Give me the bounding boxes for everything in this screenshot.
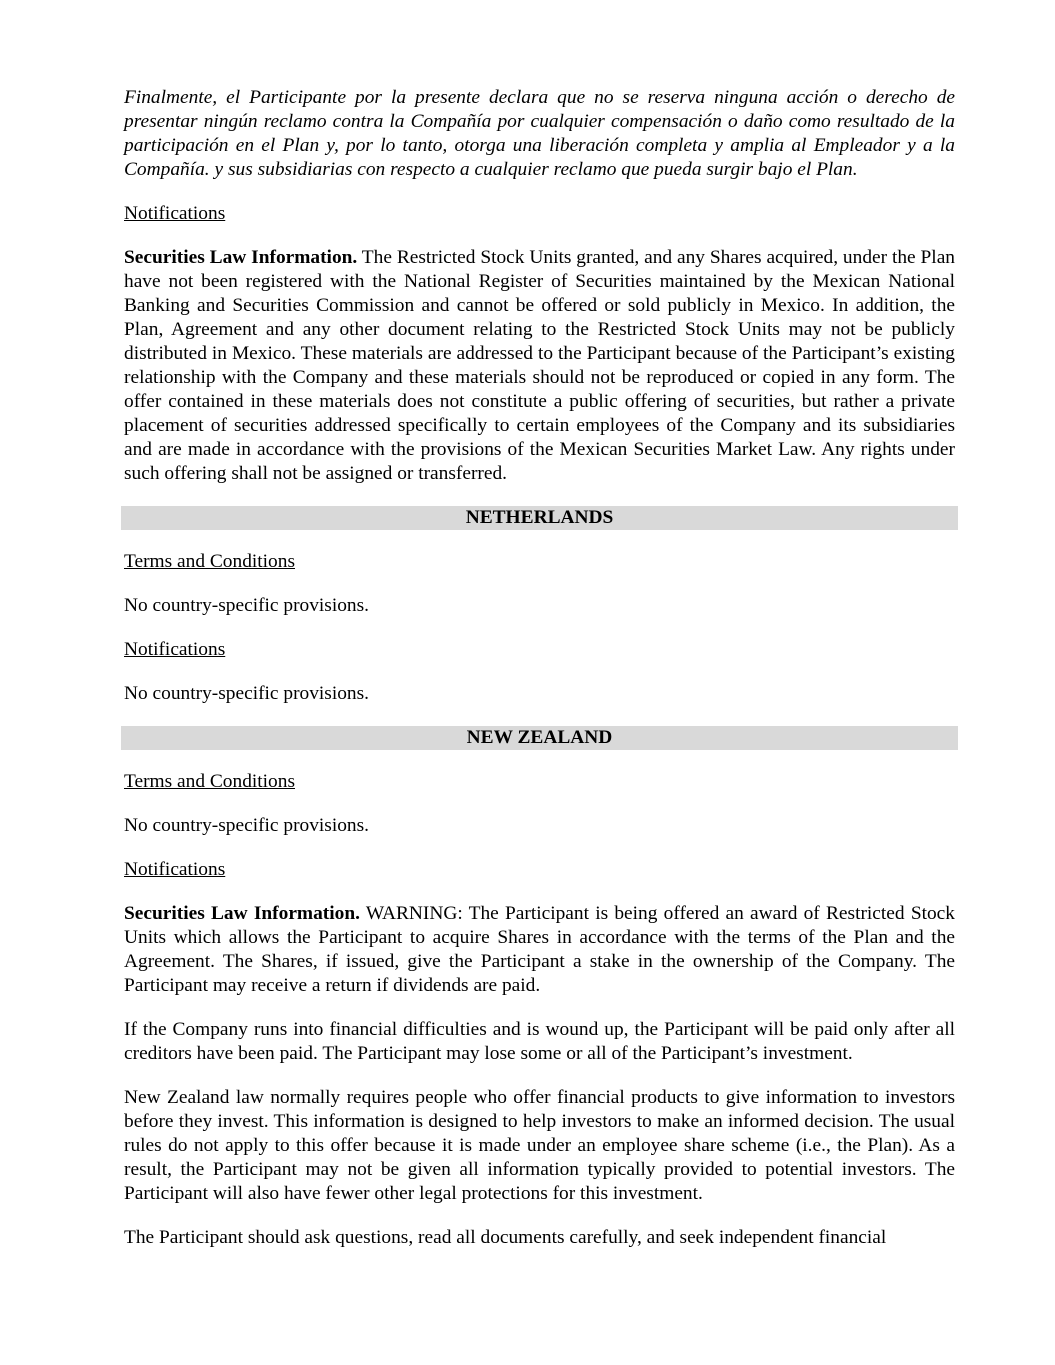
new-zealand-paragraph-3: New Zealand law normally requires people who offer financial products to give information to investors before they invest. This information is designed to help investors to make an informed decision. The usual rules do not apply to this offer because it is made under an employee share scheme (i.e., the Plan). As a result, the Participant may not be given all information typically provided to potential investors. The Participant will also have fewer other legal protections for this investment. [124, 1087, 955, 1204]
new-zealand-terms-text: No country-specific provisions. [124, 815, 370, 836]
document-page [124, 86, 955, 1270]
section-title-new-zealand: NEW ZEALAND [121, 726, 958, 750]
mexico-securities-label: Securities Law Information. [124, 247, 358, 268]
new-zealand-securities-text: WARNING: The Participant is being offered an award of Restricted Stock Units which allows the Participant to acquire Shares in accordance with the terms of the Plan and the Agreement. The Shares, if issued, give the Participant a stake in the ownership of the Company. The Participant may receive a return if dividends are paid. [124, 903, 955, 996]
netherlands-notifications-text: No country-specific provisions. [124, 683, 370, 704]
new-zealand-securities-label: Securities Law Information. [124, 903, 360, 924]
new-zealand-securities-paragraph [124, 902, 955, 998]
spanish-release-paragraph: Finalmente, el Participante por la presente declara que no se reserva ninguna acción o derecho de presentar ningún reclamo contra la Compañía por cualquier compensación o daño como resultado de la participación en el Plan y, por lo tanto, otorga una liberación completa y amplia al Empleador y a la Compañía. y sus subsidiarias con respecto a cualquier reclamo que pueda surgir bajo el Plan. [124, 87, 955, 180]
netherlands-notifications-heading: Notifications [124, 639, 226, 660]
new-zealand-paragraph-2: If the Company runs into financial difficulties and is wound up, the Participant will be paid only after all creditors have been paid. The Participant may lose some or all of the Participant’s investment. [124, 1019, 955, 1064]
netherlands-terms-heading: Terms and Conditions [124, 551, 295, 572]
new-zealand-notifications-heading: Notifications [124, 859, 226, 880]
mexico-notifications-heading: Notifications [124, 203, 226, 224]
mexico-securities-text: The Restricted Stock Units granted, and any Shares acquired, under the Plan have not been registered with the National Register of Securities maintained by the Mexican National Banking and Securities Commission and cannot be offered or sold publicly in Mexico. In addition, the Plan, Agreement and any other document relating to the Restricted Stock Units may not be publicly distributed in Mexico. These materials are addressed to the Participant because of the Participant’s existing relationship with the Company and these materials should not be reproduced or copied in any form. The offer contained in these materials does not constitute a public offering of securities, but rather a private placement of securities addressed specifically to certain employees of the Company and its subsidiaries and are made in accordance with the provisions of the Mexican Securities Market Law. Any rights under such offering shall not be assigned or transferred. [124, 247, 955, 484]
new-zealand-paragraph-4: The Participant should ask questions, read all documents carefully, and seek independent financial [124, 1227, 887, 1248]
new-zealand-terms-heading: Terms and Conditions [124, 771, 295, 792]
section-title-netherlands: NETHERLANDS [121, 506, 958, 530]
netherlands-terms-text: No country-specific provisions. [124, 595, 370, 616]
mexico-securities-paragraph [124, 246, 955, 486]
